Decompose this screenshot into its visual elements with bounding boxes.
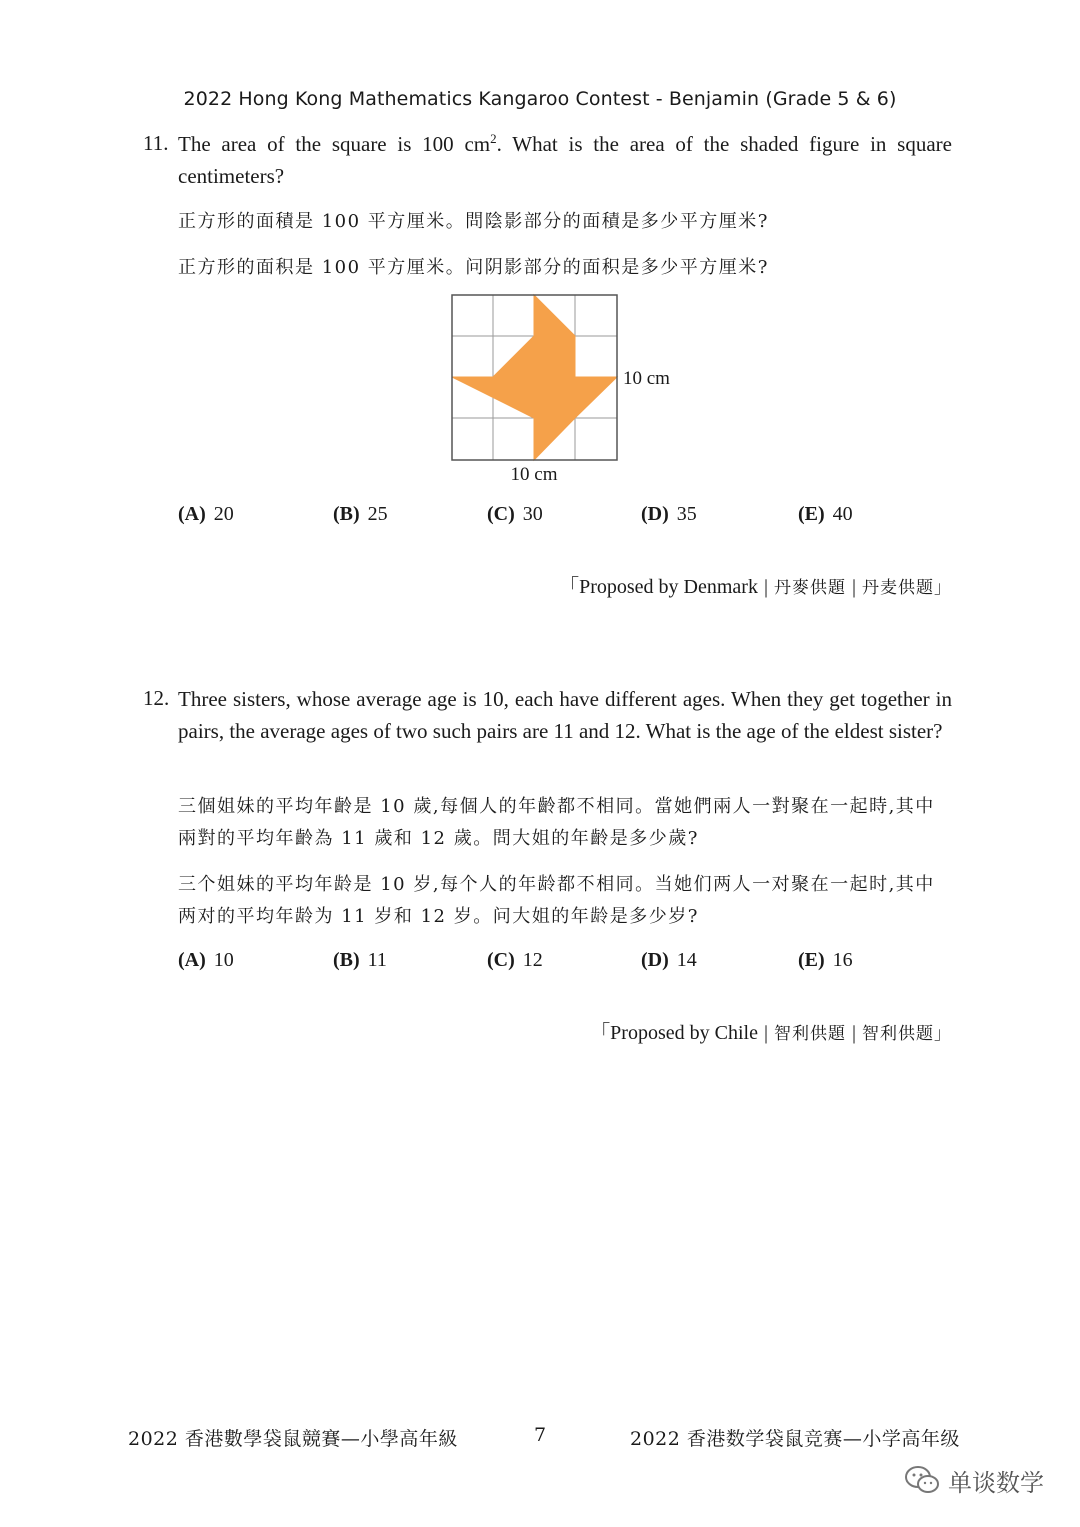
wechat-icon bbox=[904, 1465, 940, 1495]
question-11-number: 11. bbox=[143, 131, 169, 155]
choice-c[interactable]: (C) 30 bbox=[487, 503, 543, 525]
watermark: 单谈数学 bbox=[948, 1463, 1044, 1498]
question-11-traditional: 正方形的面積是 100 平方厘米。問陰影部分的面積是多少平方厘米? bbox=[178, 211, 769, 232]
choice-a[interactable]: (A) 10 bbox=[178, 949, 234, 971]
choice-d[interactable]: (D) 14 bbox=[641, 949, 697, 971]
question-12-simplified: 三个姐妹的平均年龄是 10 岁,每个人的年龄都不相同。当她们两人一对聚在一起时,其中两对的平均年龄为 11 岁和 12 岁。问大姐的年龄是多少岁? bbox=[178, 874, 935, 927]
shaded-square-figure bbox=[440, 290, 700, 490]
footer-left: 2022 香港數學袋鼠競賽—小學高年級 bbox=[128, 1428, 458, 1450]
question-11-text: The area of the square is 100 $cm^2$. What is the area of the shaded figure in square centimeters? bbox=[178, 131, 952, 188]
question-11-choices bbox=[178, 503, 958, 531]
shaded-figure bbox=[452, 295, 617, 460]
side-label: 10 cm bbox=[623, 368, 670, 389]
choice-c[interactable]: (C) 12 bbox=[487, 949, 543, 971]
question-12-traditional: 三個姐妹的平均年齡是 10 歲,每個人的年齡都不相同。當她們兩人一對聚在一起時,其中兩對的平均年齡為 11 歲和 12 歲。問大姐的年齡是多少歲? bbox=[178, 796, 935, 849]
choice-b[interactable]: (B) 11 bbox=[333, 949, 387, 971]
page-header: 2022 Hong Kong Mathematics Kangaroo Contest - Benjamin (Grade 5 & 6) bbox=[183, 88, 897, 110]
question-11-simplified: 正方形的面积是 100 平方厘米。问阴影部分的面积是多少平方厘米? bbox=[178, 257, 769, 278]
question-12-proposed: 「Proposed by Chile | 智利供題 | 智利供题」 bbox=[590, 1022, 952, 1044]
question-11-proposed: 「Proposed by Denmark | 丹麥供題 | 丹麦供题」 bbox=[559, 576, 952, 598]
bottom-label: 10 cm bbox=[510, 464, 558, 485]
question-12-text: Three sisters, whose average age is 10, each have different ages. When they get together in pairs, the average ages of two such pairs are 11 and 12. What is the age of the eldest sister? bbox=[178, 687, 952, 743]
choice-b[interactable]: (B) 25 bbox=[333, 503, 388, 525]
choice-e[interactable]: (E) 40 bbox=[798, 503, 853, 525]
page-number: 7 bbox=[534, 1424, 547, 1446]
choice-d[interactable]: (D) 35 bbox=[641, 503, 697, 525]
choice-e[interactable]: (E) 16 bbox=[798, 949, 853, 971]
question-12-choices bbox=[178, 949, 958, 977]
question-12-number: 12. bbox=[143, 686, 170, 710]
choice-a[interactable]: (A) 20 bbox=[178, 503, 234, 525]
footer-right: 2022 香港数学袋鼠竞赛—小学高年级 bbox=[630, 1428, 960, 1450]
